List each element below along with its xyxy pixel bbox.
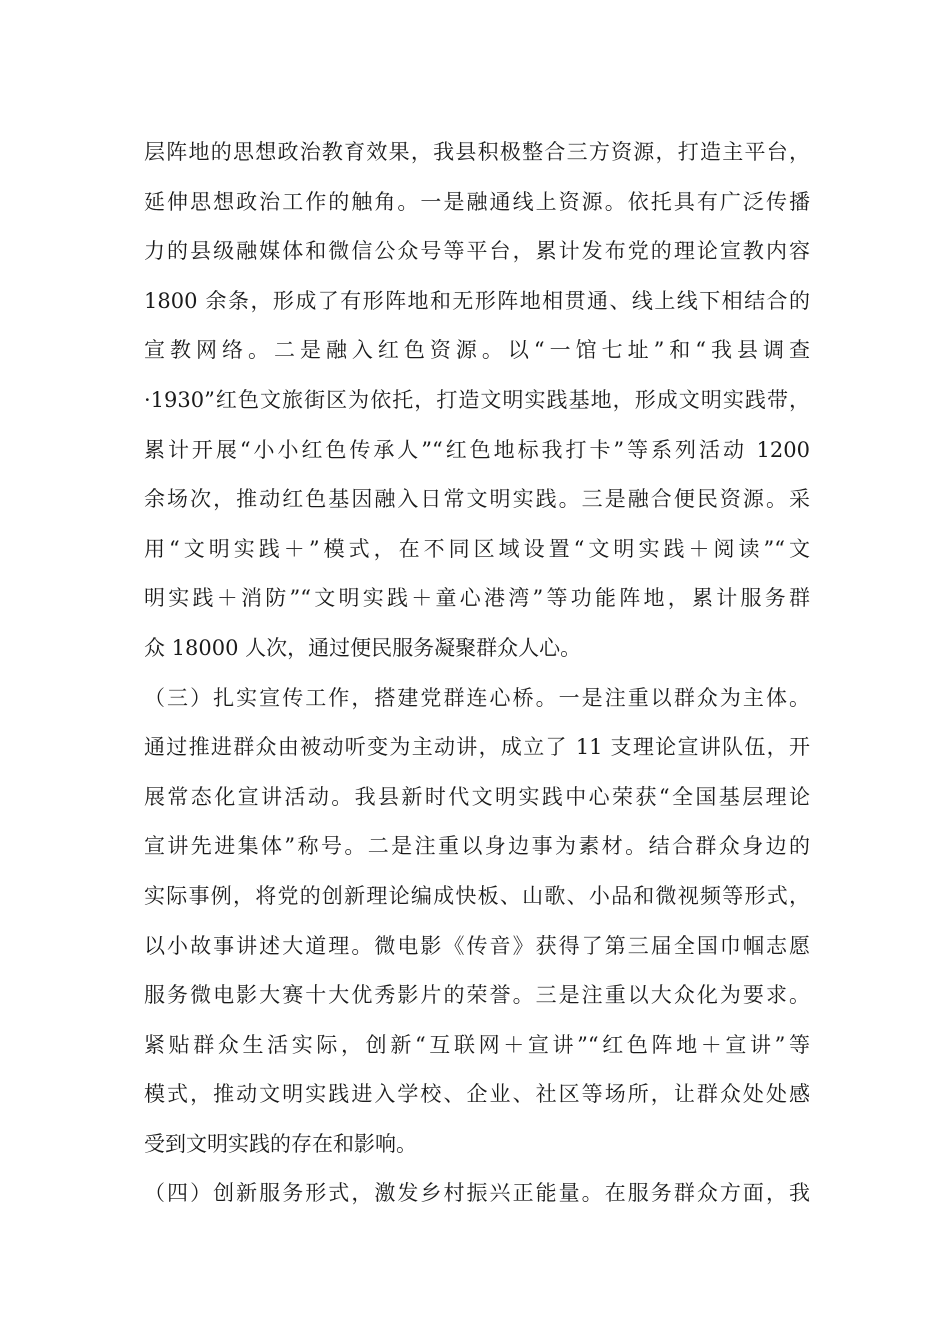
section-heading-line: （三）扎实宣传工作，搭建党群连心桥。一是注重以群众为主体。	[144, 685, 810, 710]
text-line: 以小故事讲述大道理。微电影《传音》获得了第三届全国巾帼志愿	[144, 933, 810, 958]
text-line: 用“文明实践＋”模式，在不同区域设置“文明实践＋阅读”“文	[144, 536, 810, 561]
document-body	[144, 128, 810, 1219]
paragraph-resource-integration	[144, 128, 810, 674]
text-line: 明实践＋消防”“文明实践＋童心港湾”等功能阵地，累计服务群	[144, 586, 810, 611]
text-line: 实际事例，将党的创新理论编成快板、山歌、小品和微视频等形式，	[144, 883, 810, 908]
text-line: 层阵地的思想政治教育效果，我县积极整合三方资源，打造主平台，	[144, 140, 810, 164]
section-heading-line: （四）创新服务形式，激发乡村振兴正能量。在服务群众方面，我	[144, 1181, 810, 1206]
text-line: 宣教网络。二是融入红色资源。以“一馆七址”和“我县调查	[144, 338, 810, 363]
text-line: ·1930”红色文旅街区为依托，打造文明实践基地，形成文明实践带，	[144, 387, 810, 412]
text-line: 1800 余条，形成了有形阵地和无形阵地相贯通、线上线下相结合的	[144, 288, 810, 313]
text-line: 服务微电影大赛十大优秀影片的荣誉。三是注重以大众化为要求。	[144, 983, 810, 1008]
text-line: 受到文明实践的存在和影响。	[144, 1131, 417, 1156]
paragraph-section-4	[144, 1169, 810, 1219]
text-line: 累计开展“小小红色传承人”“红色地标我打卡”等系列活动 1200	[144, 437, 810, 462]
text-line: 展常态化宣讲活动。我县新时代文明实践中心荣获“全国基层理论	[144, 784, 810, 809]
text-line: 延伸思想政治工作的触角。一是融通线上资源。依托具有广泛传播	[144, 189, 810, 214]
text-line: 宣讲先进集体”称号。二是注重以身边事为素材。结合群众身边的	[144, 834, 810, 859]
text-line: 紧贴群众生活实际，创新“互联网＋宣讲”“红色阵地＋宣讲”等	[144, 1032, 810, 1057]
text-line: 众 18000 人次，通过便民服务凝聚群众人心。	[144, 635, 582, 660]
text-line: 力的县级融媒体和微信公众号等平台，累计发布党的理论宣教内容	[144, 239, 810, 264]
text-line: 余场次，推动红色基因融入日常文明实践。三是融合便民资源。采	[144, 487, 810, 512]
text-line: 通过推进群众由被动听变为主动讲，成立了 11 支理论宣讲队伍，开	[144, 735, 810, 760]
text-line: 模式，推动文明实践进入学校、企业、社区等场所，让群众处处感	[144, 1082, 810, 1107]
paragraph-section-3	[144, 674, 810, 1170]
